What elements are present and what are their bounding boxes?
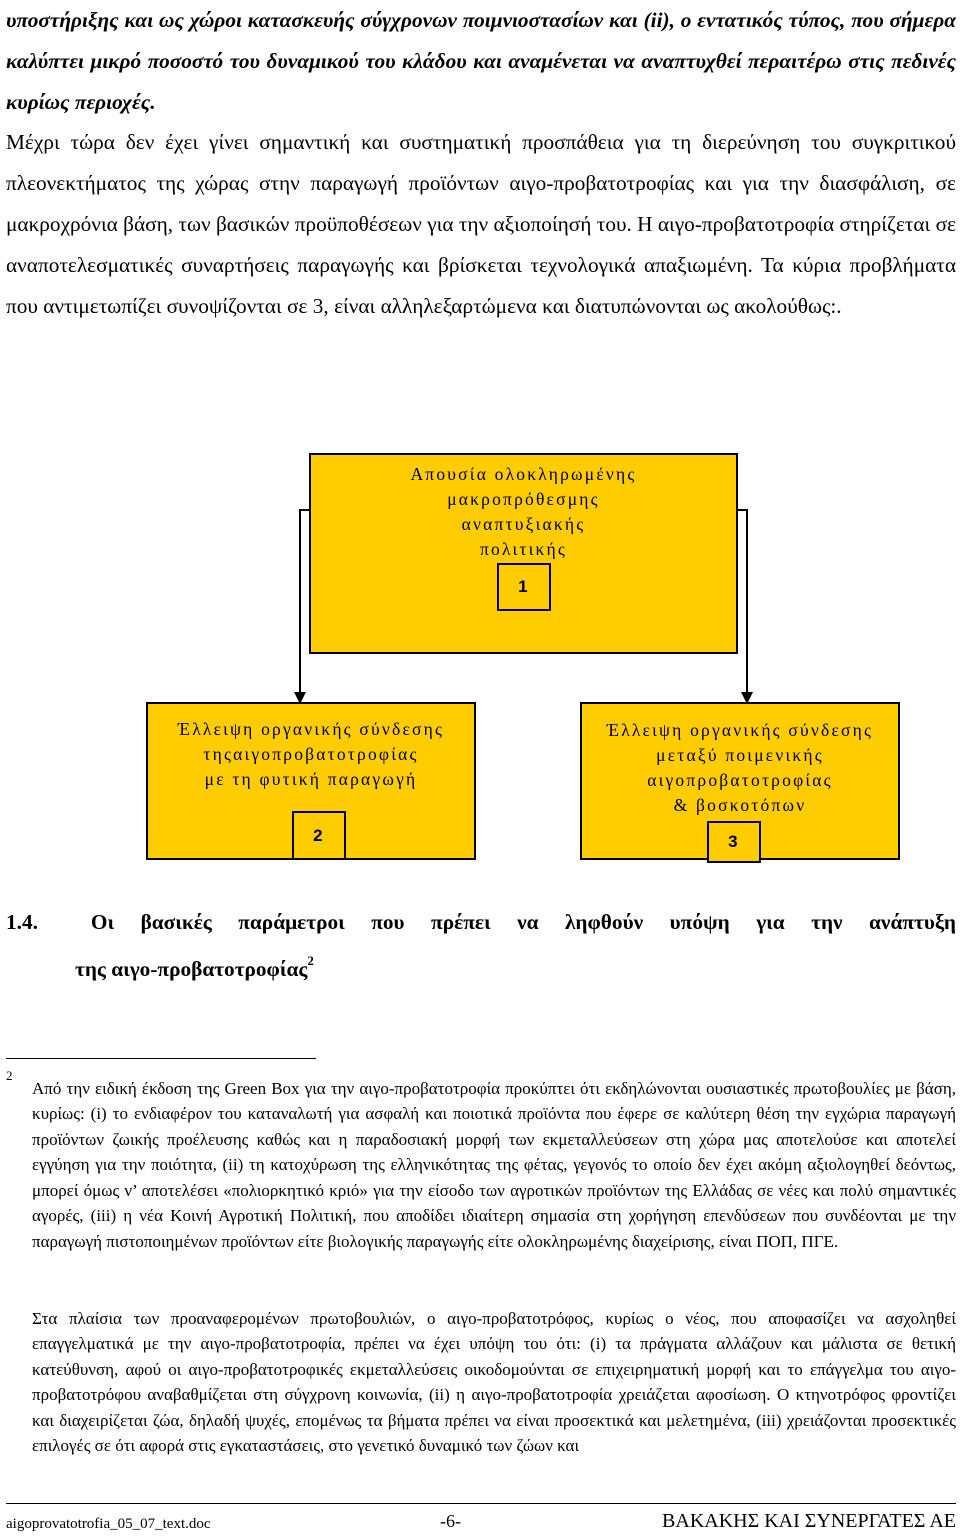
box-3-line: Έλλειψη οργανικής σύνδεσης: [606, 720, 874, 740]
footnote-paragraph-2: Στα πλαίσια των προαναφερομένων πρωτοβουλιών, ο αιγο-προβατοτρόφος, κυρίως ο νέος, που αποφασίζει να ασχοληθεί επαγγελματικά με την αιγο-προβατοτροφία, πρέπει να έχει υπόψη του ότι: (i) τα πράγματα αλλάζουν και μάλιστα σε θετική κατεύθυνση, αφού οι αιγο-προβατοτροφικές εκμεταλλεύσεις οικοδομούνται σε επιχειρηματική μορφή και το επάγγελμα του αιγο-προβατοτρόφου αναβαθμίζεται στη σύγχρονη κοινωνία, (ii) η αιγο-προβατοτροφία χρειάζεται αφοσίωση. Ο κτηνοτρόφος φροντίζει και διαχειρίζεται ζώα, δηλαδή ψυχές, επομένως τα βήματα πρέπει να είναι προσεκτικά και μελετημένα, (iii) χρειάζονται προσεκτικές επιλογές σε ότι αφορά στις εγκαταστάσεις, στο γενετικό δυναμικό των ζώων και: [32, 1309, 956, 1456]
box-1-line: Απουσία ολοκληρωμένης: [410, 464, 637, 484]
section-title-line-2: της αιγο-προβατοτροφίας: [75, 957, 308, 982]
section-number: 1.4.: [6, 910, 38, 934]
footer-page-number: -6-: [440, 1511, 461, 1531]
box-1-line: μακροπρόθεσμης: [447, 489, 600, 509]
section-heading: [6, 902, 956, 943]
footer-filename: aigoprovatotrofia_05_07_text.doc: [6, 1516, 211, 1532]
problem-number-badge-3: 3: [707, 821, 761, 863]
intro-paragraph: υποστήριξης και ως χώροι κατασκευής σύγχρονων ποιμνιοστασίων και (ii), ο εντατικός τύπος, που σήμερα καλύπτει μικρό ποσοστό του δυναμικού του κλάδου και αναμένεται να αναπτυχθεί περαιτέρω στις πεδινές κυρίως περιοχές.: [6, 8, 956, 114]
box-2-line: Έλλειψη οργανικής σύνδεσης: [177, 719, 445, 739]
footnote-separator: [6, 1058, 316, 1059]
box-1-line: αναπτυξιακής: [461, 514, 586, 534]
arrow-1-to-3: [738, 510, 747, 702]
section-heading-line-2: [75, 943, 314, 990]
box-3-line: αιγοπροβατοτροφίας: [647, 770, 833, 790]
footnote-mark: 2: [6, 1068, 13, 1083]
page-footer: [6, 1503, 956, 1530]
box-2-line: τηςαιγοπροβατοτροφίας: [203, 744, 419, 764]
section-title-line-1: Οι βασικές παράμετροι που πρέπει να ληφθούν υπόψη για την ανάπτυξη: [90, 910, 956, 934]
problem-number-badge-1: 1: [497, 563, 551, 611]
box-3-line: & βοσκοτόπων: [673, 795, 807, 815]
footnote-paragraph-1: Από την ειδική έκδοση της Green Box για την αιγο-προβατοτροφία προκύπτει ότι εκδηλώνονται ουσιαστικές πρωτοβουλίες με βάση, κυρίως: (i) το ενδιαφέρον του καταναλωτή για ασφαλή και ποιοτικά προϊόντα που έφερε σε καλύτερη θέση την εγχώρια παραγωγή προϊόντων ζωικής προέλευσης καθώς και η παραδοσιακή μορφή των εκμεταλλεύσεων στη χώρα μας αποτελούσε και αποτελεί εγγύηση για την ποιότητα, (ii) τη κατοχύρωση της ελληνικότητας της φέτας, γεγονός το οποίο δεν έχει ακόμη αξιολογηθεί δεόντως, μπορεί όμως ν’ αποτελέσει «πολιορκητικό κριό» για την είσοδο των αγροτικών προϊόντων της Ελλάδας σε νέες και πολύ σημαντικές αγορές, (iii) η νέα Κοινή Αγροτική Πολιτική, που αποδίδει ιδιαίτερη σημασία στη χορήγηση επενδύσεων που συνδέονται με την παραγωγή πιστοποιημένων προϊόντων είτε βιολογικής παραγωγής είτε ολοκληρωμένης διαχείρισης, είναι ΠΟΠ, ΠΓΕ.: [32, 1079, 956, 1251]
box-3-line: μεταξύ ποιμενικής: [656, 745, 824, 765]
problems-diagram: [0, 440, 960, 870]
box-2-line: με τη φυτική παραγωγή: [204, 769, 418, 789]
arrow-1-to-2: [300, 510, 309, 702]
footnote-reference[interactable]: 2: [307, 953, 314, 968]
box-1-line: πολιτικής: [479, 539, 567, 559]
problem-box-2: [146, 702, 476, 860]
problem-box-3: [580, 702, 900, 860]
main-paragraph: Μέχρι τώρα δεν έχει γίνει σημαντική και συστηματική προσπάθεια για τη διερεύνηση του συγκριτικού πλεονεκτήματος της χώρας στην παραγωγή προϊόντων αιγο-προβατοτροφίας και για την διασφάλιση, σε μακροχρόνια βάση, των βασικών προϋποθέσεων για την αξιοποίησή του. Η αιγο-προβατοτροφία στηρίζεται σε αναποτελεσματικές συναρτήσεις παραγωγής και βρίσκεται τεχνολογικά απαξιωμένη. Τα κύρια προβλήματα που αντιμετωπίζει συνοψίζονται σε 3, είναι αλληλεξαρτώμενα και διατυπώνονται ως ακολούθως:.: [6, 130, 956, 318]
footer-company: ΒΑΚΑΚΗΣ ΚΑΙ ΣΥΝΕΡΓΑΤΕΣ ΑΕ: [662, 1510, 956, 1532]
problem-number-badge-2: 2: [292, 811, 346, 860]
problem-box-1: [309, 453, 738, 654]
